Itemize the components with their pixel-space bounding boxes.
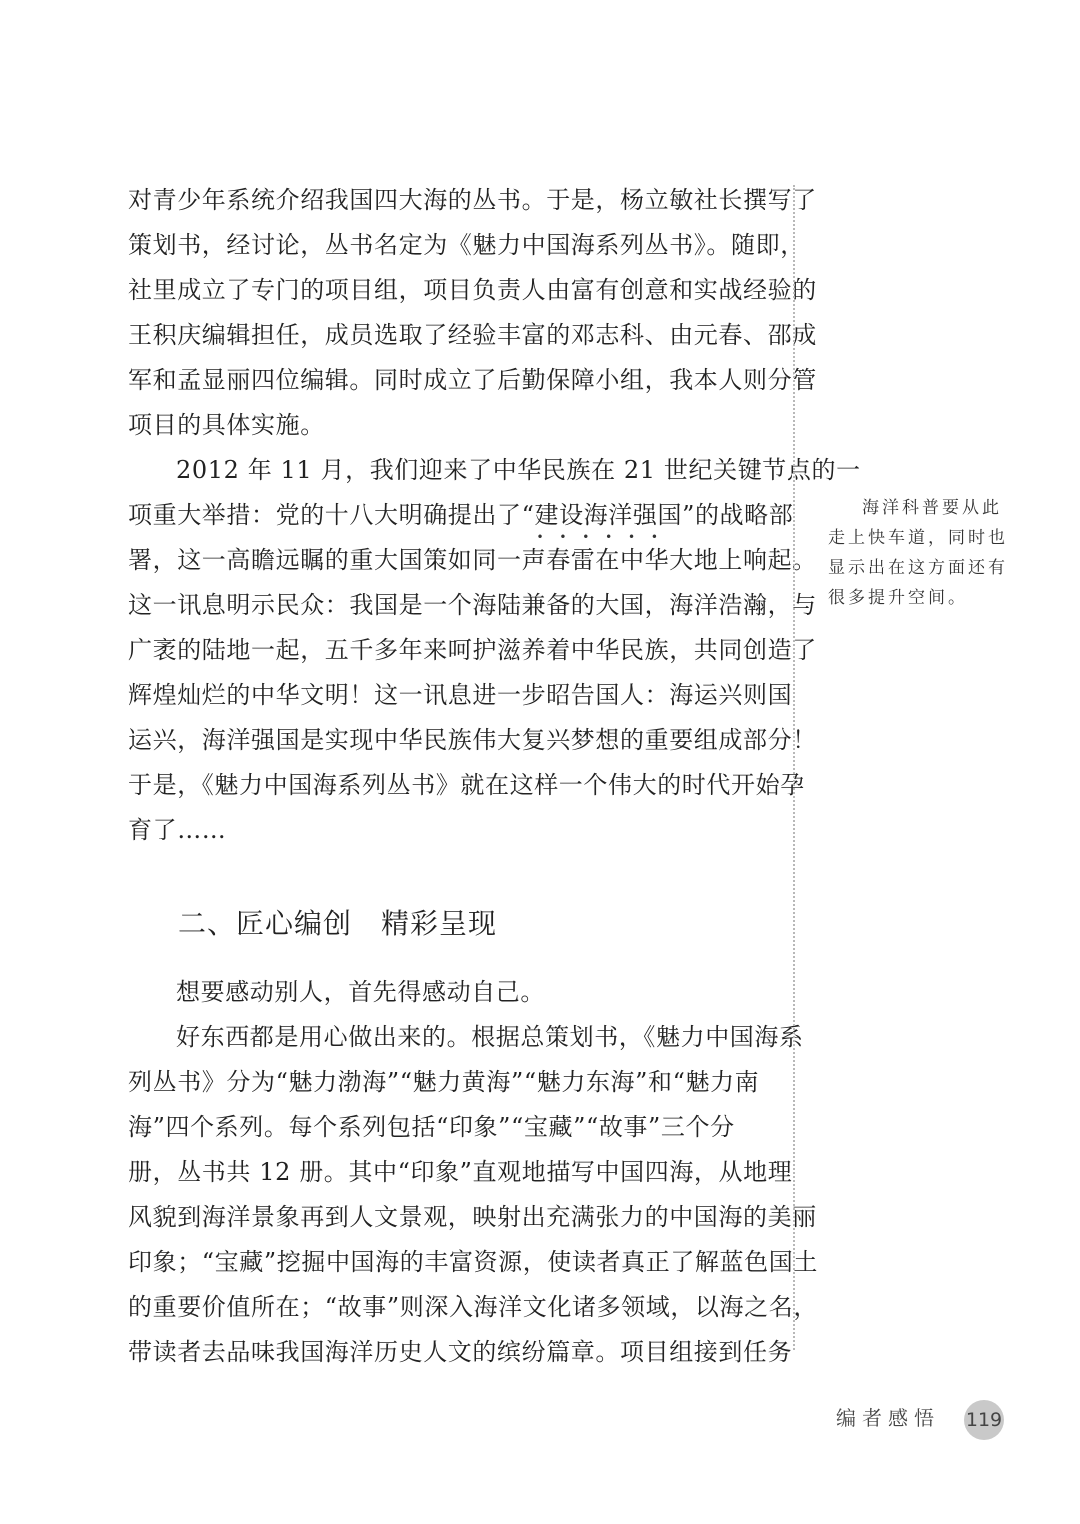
section-title: 二、匠心编创 精彩呈现 bbox=[178, 907, 498, 940]
text-line: 对青少年系统介绍我国四大海的丛书。于是，杨立敏社长撰写了 bbox=[128, 186, 817, 214]
text-line: 社里成立了专门的项目组，项目负责人由富有创意和实战经验的 bbox=[128, 276, 817, 304]
text-line: 好东西都是用心做出来的。根据总策划书，《魅力中国海系 bbox=[176, 1023, 804, 1051]
margin-note-line: 很多提升空间。 bbox=[828, 588, 968, 608]
text-line-emphasis bbox=[128, 493, 794, 538]
running-footer-label: 编者感悟 bbox=[836, 1406, 940, 1430]
text-line: 的重要价值所在；“故事”则深入海洋文化诸多领域，以海之名， bbox=[128, 1293, 818, 1321]
text-segment: ”的战略部 bbox=[682, 501, 794, 529]
text-line: 运兴，海洋强国是实现中华民族伟大复兴梦想的重要组成部分！ bbox=[128, 726, 817, 754]
margin-note-line: 显示出在这方面还有 bbox=[828, 558, 1008, 578]
margin-note-line: 走上快车道，同时也 bbox=[828, 528, 1008, 548]
text-line: 署，这一高瞻远瞩的重大国策如同一声春雷在中华大地上响起。 bbox=[128, 546, 817, 574]
text-line: 育了…… bbox=[128, 816, 227, 844]
text-line: 辉煌灿烂的中华文明！这一讯息进一步昭告国人：海运兴则国 bbox=[128, 681, 793, 709]
text-line: 于是，《魅力中国海系列丛书》就在这样一个伟大的时代开始孕 bbox=[128, 771, 805, 799]
text-line: 列丛书》分为“魅力渤海”“魅力黄海”“魅力东海”和“魅力南 bbox=[128, 1068, 760, 1096]
text-line: 2012 年 11 月，我们迎来了中华民族在 21 世纪关键节点的一 bbox=[176, 456, 861, 484]
page-number-badge: 119 bbox=[964, 1400, 1004, 1440]
text-line: 王积庆编辑担任，成员选取了经验丰富的邓志科、由元春、邵成 bbox=[128, 321, 817, 349]
text-line: 想要感动别人，首先得感动自己。 bbox=[176, 978, 545, 1006]
margin-note bbox=[828, 493, 1018, 613]
text-line: 印象；“宝藏”挖掘中国海的丰富资源，使读者真正了解蓝色国土 bbox=[128, 1248, 818, 1276]
section-text-column bbox=[128, 970, 818, 1375]
text-segment: 项重大举措：党的十八大明确提出了“ bbox=[128, 501, 535, 529]
column-divider bbox=[793, 185, 795, 1350]
emphasis-phrase: 建设海洋强国 • • • bbox=[534, 493, 682, 538]
text-line: 军和孟显丽四位编辑。同时成立了后勤保障小组，我本人则分管 bbox=[128, 366, 817, 394]
text-line: 广袤的陆地一起，五千多年来呵护滋养着中华民族，共同创造了 bbox=[128, 636, 817, 664]
text-line: 册，丛书共 12 册。其中“印象”直观地描写中国四海，从地理 bbox=[128, 1158, 793, 1186]
text-line: 策划书，经讨论，丛书名定为《魅力中国海系列丛书》。随即， bbox=[128, 231, 805, 259]
main-text-column bbox=[128, 178, 861, 853]
margin-note-line: 海洋科普要从此 bbox=[862, 498, 1002, 518]
text-line: 风貌到海洋景象再到人文景观，映射出充满张力的中国海的美丽 bbox=[128, 1203, 817, 1231]
text-line: 这一讯息明示民众：我国是一个海陆兼备的大国，海洋浩瀚，与 bbox=[128, 591, 817, 619]
text-line: 海”四个系列。每个系列包括“印象”“宝藏”“故事”三个分 bbox=[128, 1113, 735, 1141]
text-line: 带读者去品味我国海洋历史人文的缤纷篇章。项目组接到任务 bbox=[128, 1338, 793, 1366]
text-line: 项目的具体实施。 bbox=[128, 411, 325, 439]
